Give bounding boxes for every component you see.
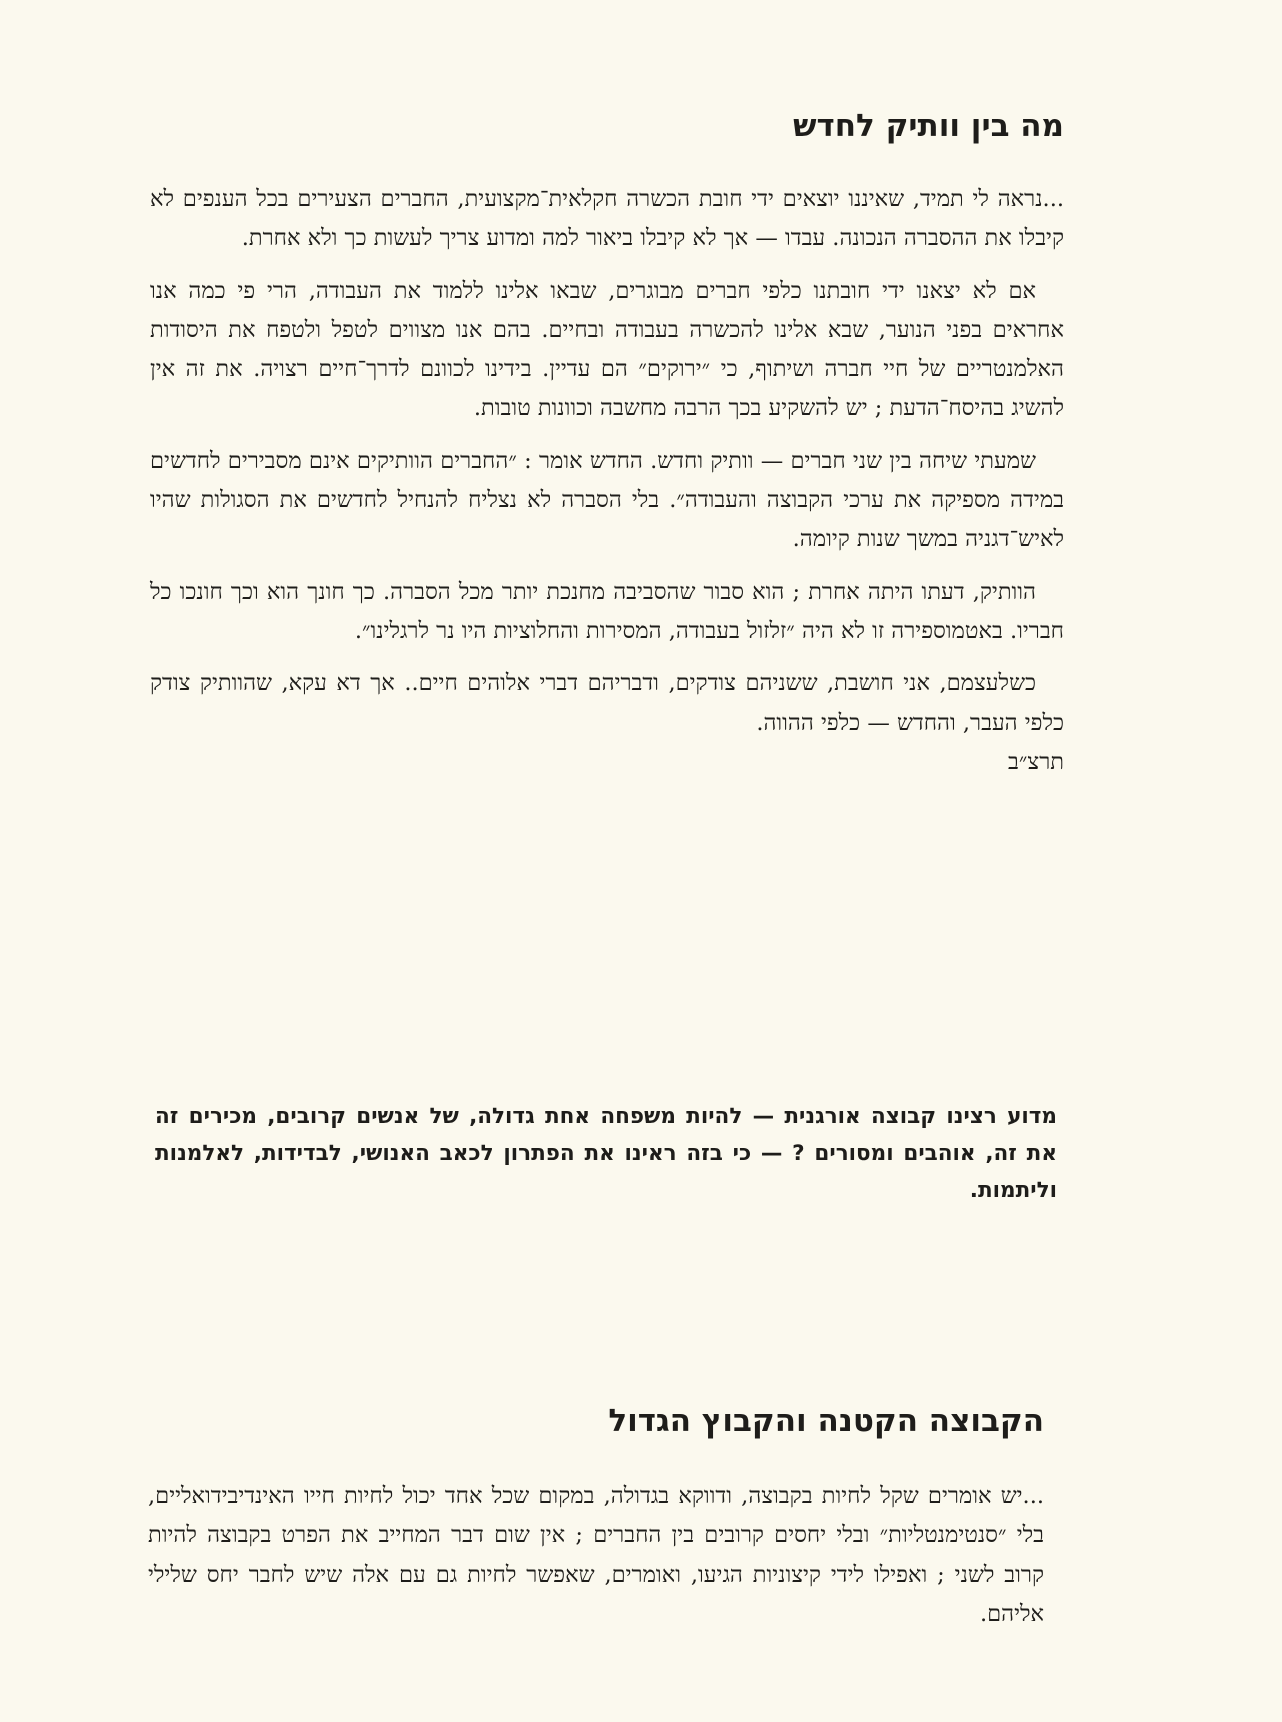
paragraph: הוותיק, דעתו היתה אחרת ; הוא סבור שהסביבה מחנכת יותר מכל הסברה. כך חונך הוא וכך חונכו כל חבריו. באטמוספירה זו לא היה ״זלזול בעבודה, המסירות והחלוציות היו נר לרגלינו״.	[150, 578, 1064, 644]
section-title: מה בין וותיק לחדש	[793, 108, 1064, 144]
date-signature: תרצ״ב	[1008, 748, 1064, 775]
section-body	[148, 1477, 1044, 1647]
paragraph: ...נראה לי תמיד, שאיננו יוצאים ידי חובת הכשרה חקלאית־מקצועית, החברים הצעירים בכל הענפים לא קיבלו את ההסברה הנכונה. עבדו — אך לא קיבלו ביאור למה ומדוע צריך לעשות כך ולא אחרת.	[150, 186, 1064, 252]
section-body	[150, 180, 1064, 782]
paragraph: שמעתי שיחה בין שני חברים — וותיק וחדש. החדש אומר : ״החברים הוותיקים אינם מסבירים לחדשים במידה מספיקה את ערכי הקבוצה והעבודה״. בלי הסברה לא נצליח להנחיל לחדשים את הסגולות שהיו לאיש־דגניה במשך שנות קיומה.	[150, 447, 1064, 553]
paragraph: כשלעצמם, אני חושבת, ששניהם צודקים, ודבריהם דברי אלוהים חיים.. אך דא עקא, שהוותיק צודק כלפי העבר, והחדש — כלפי ההווה.	[150, 670, 1064, 736]
section-title: הקבוצה הקטנה והקבוץ הגדול	[608, 1403, 1044, 1439]
paragraph: ...יש אומרים שקל לחיות בקבוצה, ודווקא בגדולה, במקום שכל אחד יכול לחיות חייו האינדיבידואליים, בלי ״סנטימנטליות״ ובלי יחסים קרובים בין החברים ; אין שום דבר המחייב את הפרט בקבוצה להיות קרוב לשני ; ואפילו לידי קיצוניות הגיעו, ואומרים, שאפשר לחיות גם עם אלה שיש לחבר יחס שלילי אליהם.	[148, 1483, 1044, 1627]
bold-paragraph: מדוע רצינו קבוצה אורגנית — להיות משפחה אחת גדולה, של אנשים קרובים, מכירים זה את זה, אוהבים ומסורים ? — כי בזה ראינו את הפתרון לכאב האנושי, לבדידות, לאלמנות וליתמות.	[155, 1104, 1057, 1203]
paragraph: אם לא יצאנו ידי חובתנו כלפי חברים מבוגרים, שבאו אלינו ללמוד את העבודה, הרי פי כמה אנו אחראים בפני הנוער, שבא אלינו להכשרה בעבודה ובחיים. בהם אנו מצווים לטפל ולטפח את היסודות האלמנטריים של חיי חברה ושיתוף, כי ״ירוקים״ הם עדיין. בידינו לכוונם לדרך־חיים רצויה. את זה אין להשיג בהיסח־הדעת ; יש להשקיע בכך הרבה מחשבה וכוונות טובות.	[150, 277, 1064, 422]
